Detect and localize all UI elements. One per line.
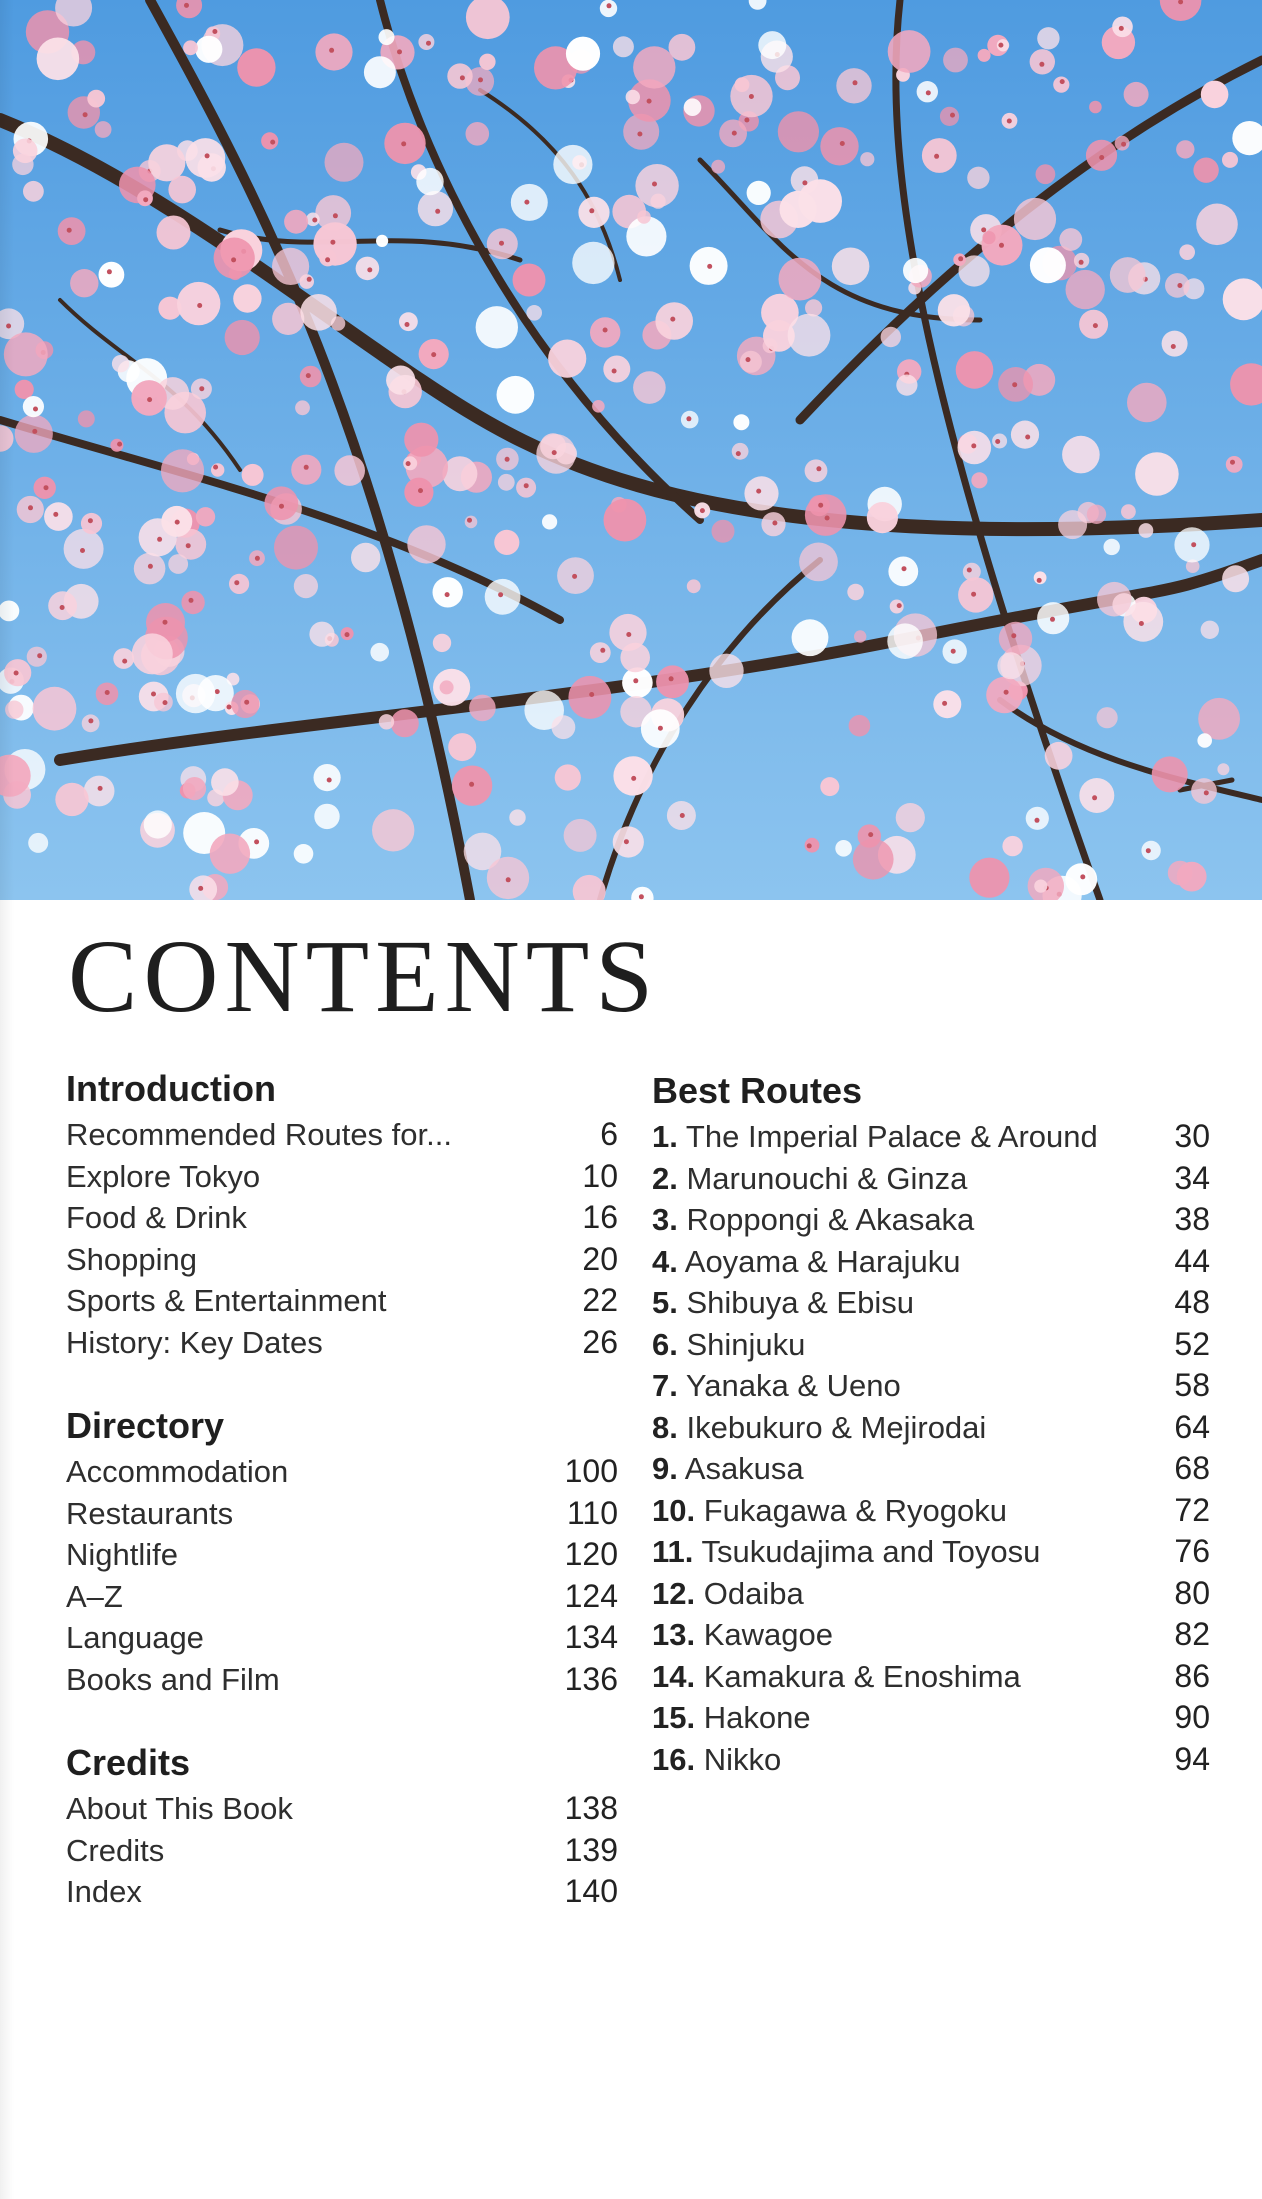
toc-entry-page: 136 (564, 1660, 618, 1697)
route-number: 13. (652, 1617, 696, 1652)
route-entry-label (652, 1573, 804, 1615)
toc-entry-label: Shopping (66, 1241, 198, 1277)
route-entry-page: 44 (1174, 1242, 1210, 1279)
route-entry[interactable] (652, 1407, 1210, 1449)
route-entry-page: 64 (1174, 1408, 1210, 1445)
route-entry-page: 72 (1174, 1491, 1210, 1528)
route-entry[interactable] (652, 1614, 1210, 1656)
toc-entry[interactable] (66, 1871, 618, 1913)
toc-entry-page: 22 (582, 1282, 618, 1318)
cherry-blossom-photo (0, 0, 1262, 900)
toc-entry[interactable] (66, 1280, 618, 1322)
route-entry-label (652, 1158, 967, 1200)
toc-entry[interactable] (66, 1451, 618, 1493)
route-title: Ikebukuro & Mejirodai (686, 1409, 987, 1445)
route-entry-page: 94 (1174, 1740, 1210, 1777)
toc-entry-page: 120 (564, 1536, 618, 1572)
route-entry-label (652, 1241, 960, 1283)
route-entry-label (652, 1324, 805, 1366)
route-number: 7. (652, 1368, 678, 1403)
left-column (66, 1066, 618, 1953)
toc-entry[interactable] (66, 1322, 618, 1364)
toc-entry-label: Accommodation (66, 1454, 289, 1489)
toc-entry-page: 110 (566, 1494, 618, 1531)
toc-entry[interactable] (66, 1493, 618, 1535)
section-heading: Introduction (66, 1068, 276, 1109)
toc-entry[interactable] (66, 1659, 618, 1701)
section-best-routes (652, 1068, 1210, 1780)
route-entry[interactable] (652, 1158, 1210, 1200)
route-entry-label (652, 1739, 781, 1781)
toc-entry[interactable] (66, 1830, 618, 1872)
route-entry-label (652, 1407, 986, 1449)
route-number: 8. (652, 1409, 678, 1445)
toc-entry-page: 100 (564, 1453, 618, 1489)
toc-entry-page: 140 (564, 1873, 618, 1909)
toc-entry[interactable] (66, 1788, 618, 1830)
route-title: Tsukudajima and Toyosu (701, 1534, 1041, 1569)
route-entry-label (652, 1199, 974, 1241)
route-entry-page: 86 (1174, 1657, 1210, 1694)
route-title: Marunouchi & Ginza (686, 1160, 968, 1196)
route-number: 9. (652, 1451, 678, 1486)
toc-entry[interactable] (66, 1239, 618, 1281)
route-entry-page: 68 (1174, 1450, 1210, 1486)
route-entry-page: 58 (1174, 1367, 1210, 1403)
route-title: Odaiba (703, 1575, 804, 1611)
route-entry[interactable] (652, 1282, 1210, 1324)
route-title: Fukagawa & Ryogoku (703, 1492, 1008, 1528)
route-entry-page: 90 (1174, 1699, 1210, 1735)
route-title: Kawagoe (703, 1617, 834, 1652)
route-title: Shibuya & Ebisu (686, 1285, 914, 1320)
toc-entry-label: About This Book (66, 1791, 293, 1826)
route-entry-label (652, 1365, 901, 1407)
route-entry[interactable] (652, 1324, 1210, 1366)
toc-entry-label: Restaurants (66, 1495, 234, 1531)
route-number: 3. (652, 1202, 678, 1237)
toc-entry[interactable] (66, 1114, 618, 1156)
route-entry-page: 52 (1174, 1325, 1210, 1362)
route-entry-label (652, 1697, 811, 1739)
route-entry-page: 80 (1174, 1574, 1210, 1611)
toc-entry-page: 26 (582, 1323, 618, 1360)
page-title: CONTENTS (68, 919, 660, 1034)
section-credits (66, 1740, 618, 1913)
toc-entry-page: 134 (564, 1619, 618, 1655)
route-entry[interactable] (652, 1116, 1210, 1158)
route-title: Yanaka & Ueno (685, 1368, 901, 1403)
route-entry[interactable] (652, 1739, 1210, 1781)
section-heading: Credits (66, 1742, 191, 1783)
route-entry-label (652, 1448, 804, 1490)
route-entry-label (652, 1531, 1040, 1573)
route-entry-page: 48 (1174, 1284, 1210, 1320)
toc-entry-label: Credits (66, 1832, 165, 1868)
toc-entry-page: 6 (600, 1116, 618, 1152)
toc-entry[interactable] (66, 1197, 618, 1239)
route-entry-label (652, 1656, 1021, 1698)
route-entry-page: 34 (1174, 1159, 1210, 1196)
toc-entry-page: 20 (582, 1240, 618, 1277)
toc-entry-page: 138 (564, 1790, 618, 1826)
best-routes-column (652, 1068, 1210, 1820)
toc-entry-label: Nightlife (66, 1537, 178, 1572)
toc-entry[interactable] (66, 1156, 618, 1198)
route-number: 15. (652, 1700, 696, 1735)
route-number: 6. (652, 1326, 678, 1362)
toc-entry[interactable] (66, 1534, 618, 1576)
route-entry[interactable] (652, 1365, 1210, 1407)
route-entry[interactable] (652, 1448, 1210, 1490)
route-entry-page: 30 (1174, 1118, 1210, 1154)
toc-entry-label: Food & Drink (66, 1200, 247, 1235)
route-title: Aoyama & Harajuku (684, 1243, 961, 1279)
route-entry-label (652, 1614, 833, 1656)
route-number: 4. (652, 1243, 678, 1279)
route-entry[interactable] (652, 1531, 1210, 1573)
route-entry-page: 82 (1174, 1616, 1210, 1652)
route-title: Asakusa (684, 1451, 804, 1486)
toc-entry-label: Index (66, 1874, 142, 1909)
route-title: Nikko (703, 1741, 782, 1777)
route-entry[interactable] (652, 1573, 1210, 1615)
route-title: Hakone (703, 1700, 811, 1735)
toc-entry-page: 16 (582, 1199, 618, 1235)
toc-entry-label: Language (66, 1620, 204, 1655)
section-heading: Directory (66, 1405, 225, 1446)
route-entry-page: 38 (1174, 1201, 1210, 1237)
toc-entry-label: A–Z (66, 1578, 123, 1614)
section-directory (66, 1403, 618, 1700)
route-entry-label (652, 1282, 914, 1324)
toc-entry[interactable] (66, 1576, 618, 1618)
route-number: 14. (652, 1658, 696, 1694)
toc-entry-label: Explore Tokyo (66, 1158, 261, 1194)
toc-entry-page: 124 (564, 1577, 618, 1614)
toc-entry[interactable] (66, 1617, 618, 1659)
route-number: 16. (652, 1741, 696, 1777)
toc-entry-label: Sports & Entertainment (66, 1283, 387, 1318)
route-title: Kamakura & Enoshima (703, 1658, 1021, 1694)
route-entry[interactable] (652, 1490, 1210, 1532)
toc-entry-label: Books and Film (66, 1661, 280, 1697)
toc-entry-page: 10 (582, 1157, 618, 1194)
toc-entry-page: 139 (564, 1831, 618, 1868)
route-number: 1. (652, 1119, 678, 1154)
route-title: Roppongi & Akasaka (686, 1202, 975, 1237)
page-gutter-shadow (0, 0, 14, 2199)
route-title: Shinjuku (686, 1326, 806, 1362)
section-heading: Best Routes (652, 1070, 863, 1111)
route-entry[interactable] (652, 1697, 1210, 1739)
route-title: The Imperial Palace & Around (685, 1119, 1098, 1154)
route-entry-label (652, 1116, 1098, 1158)
section-introduction (66, 1066, 618, 1363)
route-entry-label (652, 1490, 1007, 1532)
toc-entry-label: Recommended Routes for... (66, 1117, 452, 1152)
route-number: 2. (652, 1160, 678, 1196)
route-number: 5. (652, 1285, 678, 1320)
route-number: 12. (652, 1575, 696, 1611)
route-entry-page: 76 (1174, 1533, 1210, 1569)
route-number: 11. (652, 1534, 694, 1569)
route-number: 10. (652, 1492, 696, 1528)
route-entry[interactable] (652, 1199, 1210, 1241)
route-entry[interactable] (652, 1241, 1210, 1283)
route-entry[interactable] (652, 1656, 1210, 1698)
toc-entry-label: History: Key Dates (66, 1324, 323, 1360)
